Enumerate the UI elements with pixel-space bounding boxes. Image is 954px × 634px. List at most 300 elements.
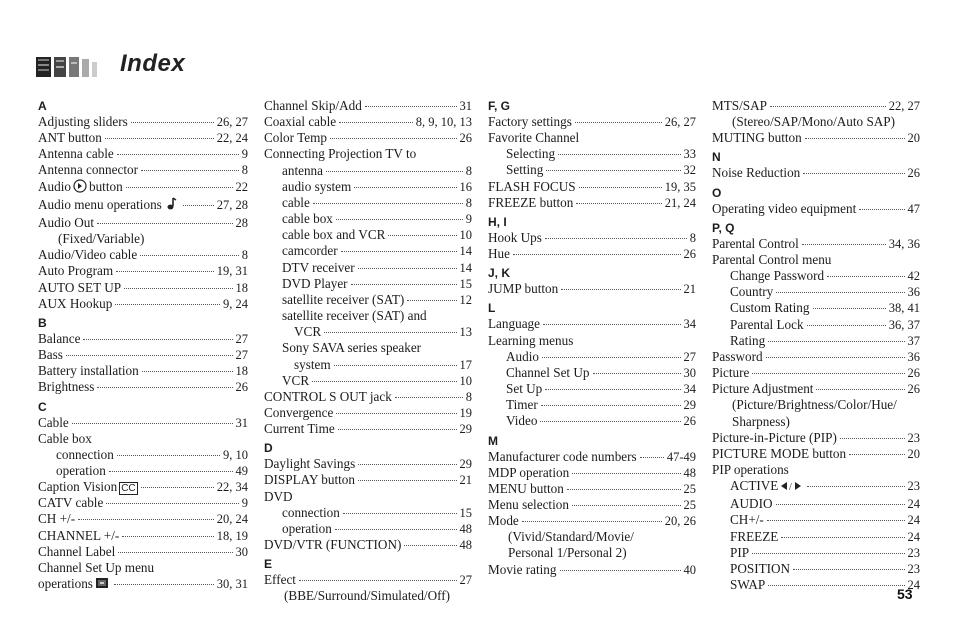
dot-leader bbox=[126, 187, 233, 188]
entry-term-text: Balance bbox=[38, 330, 81, 346]
dot-leader bbox=[324, 332, 456, 333]
entry-term bbox=[488, 130, 579, 146]
entry-term bbox=[38, 528, 119, 544]
entry-term-text: Audio bbox=[506, 348, 539, 364]
dot-leader bbox=[66, 355, 233, 356]
entry-term bbox=[730, 577, 765, 593]
entry-term-text: Password bbox=[712, 348, 763, 364]
dot-leader bbox=[567, 489, 681, 490]
index-entry bbox=[712, 365, 920, 381]
dot-leader bbox=[593, 373, 681, 374]
dot-leader bbox=[545, 389, 680, 390]
index-entry bbox=[38, 431, 248, 447]
entry-term-text: cable bbox=[282, 194, 310, 210]
entry-term bbox=[38, 560, 154, 576]
entry-term bbox=[730, 545, 749, 561]
index-subentry bbox=[488, 146, 696, 162]
entry-term bbox=[506, 397, 538, 413]
page-reference: 26 bbox=[459, 131, 472, 146]
entry-term bbox=[282, 373, 309, 389]
index-entry bbox=[488, 513, 696, 529]
index-entry bbox=[712, 201, 920, 217]
entry-term bbox=[712, 236, 799, 252]
dot-leader bbox=[404, 545, 456, 546]
index-subentry bbox=[488, 381, 696, 397]
dot-leader bbox=[338, 429, 457, 430]
entry-term bbox=[282, 505, 340, 521]
page-reference: 18 bbox=[235, 280, 248, 295]
entry-term-text: Effect bbox=[264, 572, 296, 588]
dot-leader bbox=[558, 154, 680, 155]
entry-term bbox=[732, 414, 790, 430]
index-subentry bbox=[712, 300, 920, 316]
entry-term bbox=[264, 114, 336, 130]
entry-term-text: DTV receiver bbox=[282, 259, 355, 275]
dot-leader bbox=[543, 324, 681, 325]
entry-term-text: AUX Hookup bbox=[38, 295, 113, 311]
entry-term bbox=[56, 447, 114, 463]
page-reference: 36, 37 bbox=[888, 317, 920, 332]
dot-leader bbox=[330, 138, 457, 139]
audio-button-icon bbox=[73, 179, 87, 197]
page-reference: 30 bbox=[235, 544, 248, 559]
entry-term-text: VCR bbox=[294, 324, 322, 340]
dot-leader bbox=[767, 520, 905, 521]
index-entry bbox=[38, 347, 248, 363]
entry-term bbox=[732, 397, 897, 413]
dot-leader bbox=[859, 209, 904, 210]
entry-term-text: Menu selection bbox=[488, 496, 569, 512]
dot-leader bbox=[142, 371, 233, 372]
entry-term-text: cable box and VCR bbox=[282, 227, 386, 243]
entry-term bbox=[282, 243, 338, 259]
entry-term bbox=[712, 430, 837, 446]
dot-leader bbox=[341, 251, 457, 252]
dot-leader bbox=[109, 471, 233, 472]
dot-leader bbox=[351, 284, 457, 285]
section-letter bbox=[488, 265, 696, 281]
entry-term-text: PICTURE MODE button bbox=[712, 445, 847, 461]
entry-term bbox=[712, 381, 813, 397]
index-entry bbox=[38, 363, 248, 379]
section-letter-text: O bbox=[712, 185, 722, 200]
index-subentry bbox=[712, 561, 920, 577]
entry-term bbox=[264, 130, 327, 146]
index-entry bbox=[712, 236, 920, 252]
entry-term-text: JUMP button bbox=[488, 281, 559, 297]
entry-term-text: Auto Program bbox=[38, 263, 114, 279]
entry-term-text: Cable bbox=[38, 414, 69, 430]
page-reference: 13 bbox=[459, 325, 472, 340]
entry-term-text: antenna bbox=[282, 162, 324, 178]
page-reference: 33 bbox=[683, 147, 696, 162]
page-reference: 16 bbox=[459, 179, 472, 194]
entry-term bbox=[488, 281, 558, 297]
page-reference: 10 bbox=[459, 373, 472, 388]
index-subentry bbox=[264, 276, 472, 292]
index-entry bbox=[38, 379, 248, 395]
entry-term bbox=[488, 230, 542, 246]
entry-term-text: Antenna cable bbox=[38, 146, 114, 162]
index-entry bbox=[488, 195, 696, 211]
index-subentry bbox=[264, 357, 472, 373]
entry-term-text: connection bbox=[56, 446, 114, 462]
index-entry bbox=[488, 529, 696, 545]
entry-term bbox=[264, 472, 355, 488]
entry-term bbox=[488, 449, 637, 465]
page-reference: 22, 27 bbox=[888, 99, 920, 113]
index-entry bbox=[264, 456, 472, 472]
section-letter-text: N bbox=[712, 150, 721, 165]
dot-leader bbox=[827, 276, 904, 277]
entry-term-text: FREEZE bbox=[730, 528, 779, 544]
dot-leader bbox=[640, 457, 664, 458]
dot-leader bbox=[572, 473, 680, 474]
page-reference: 34, 36 bbox=[888, 236, 920, 251]
entry-term-text: Sharpness) bbox=[732, 413, 790, 429]
page-reference: 30, 31 bbox=[216, 577, 248, 592]
index-entry bbox=[488, 230, 696, 246]
section-letter-text: P, Q bbox=[712, 220, 735, 235]
index-entry bbox=[264, 130, 472, 146]
page-reference: 27 bbox=[683, 349, 696, 364]
dot-leader bbox=[117, 455, 220, 456]
section-letter bbox=[488, 214, 696, 230]
index-entry bbox=[488, 333, 696, 349]
page-title: Index bbox=[120, 50, 186, 77]
entry-term-text: Country bbox=[730, 284, 774, 300]
page-reference: 34 bbox=[683, 317, 696, 332]
dot-leader bbox=[807, 325, 886, 326]
index-subentry bbox=[264, 308, 472, 324]
page-reference: 26 bbox=[907, 166, 920, 181]
index-subentry bbox=[264, 324, 472, 340]
entry-term-text: VCR bbox=[282, 372, 310, 388]
entry-term bbox=[56, 463, 106, 479]
entry-term-text: FLASH FOCUS bbox=[488, 178, 576, 194]
dot-leader bbox=[766, 357, 905, 358]
page-reference: 19 bbox=[459, 405, 472, 420]
index-entry bbox=[264, 588, 472, 604]
entry-term-text: audio system bbox=[282, 178, 352, 194]
entry-term-text: (Vivid/Standard/Movie/ bbox=[508, 529, 634, 545]
section-letter bbox=[38, 315, 248, 331]
entry-term-text: Factory settings bbox=[488, 114, 572, 129]
entry-term bbox=[712, 201, 856, 217]
entry-term bbox=[282, 260, 355, 276]
entry-term bbox=[38, 544, 115, 560]
dot-leader bbox=[541, 405, 681, 406]
page-reference: 17 bbox=[459, 357, 472, 372]
entry-term bbox=[282, 308, 427, 324]
index-entry bbox=[712, 430, 920, 446]
entry-term-text: Set Up bbox=[506, 381, 543, 397]
dot-leader bbox=[768, 341, 904, 342]
index-entry bbox=[488, 246, 696, 262]
index-subentry bbox=[264, 292, 472, 308]
entry-term bbox=[282, 195, 310, 211]
dot-leader bbox=[118, 552, 232, 553]
entry-term bbox=[488, 114, 572, 130]
entry-term-text: Battery installation bbox=[38, 363, 139, 379]
page-reference: 26 bbox=[683, 247, 696, 262]
index-entry bbox=[488, 465, 696, 481]
page-reference: 20, 24 bbox=[216, 512, 248, 527]
dot-leader bbox=[545, 238, 687, 239]
entry-term-text: Manufacturer code numbers bbox=[488, 448, 637, 464]
index-entry bbox=[264, 421, 472, 437]
page-reference: 27 bbox=[235, 348, 248, 363]
page-reference: 26 bbox=[235, 380, 248, 395]
index-entry bbox=[38, 146, 248, 162]
entry-term bbox=[38, 331, 80, 347]
index-subentry bbox=[712, 577, 920, 593]
entry-term-text: camcorder bbox=[282, 243, 338, 259]
index-subentry bbox=[712, 496, 920, 512]
entry-term bbox=[730, 284, 773, 300]
index-entry bbox=[38, 331, 248, 347]
entry-term-text: Custom Rating bbox=[730, 300, 810, 316]
entry-term-text: Parental Lock bbox=[730, 316, 804, 332]
page-reference: 48 bbox=[683, 465, 696, 480]
section-letter bbox=[712, 220, 920, 236]
entry-term bbox=[506, 349, 539, 365]
entry-term bbox=[38, 415, 69, 431]
dot-leader bbox=[770, 106, 886, 107]
entry-term bbox=[712, 365, 749, 381]
page-reference: 20, 26 bbox=[664, 514, 696, 529]
page-reference: 9 bbox=[465, 212, 472, 227]
entry-term-text: Connecting Projection TV to bbox=[264, 146, 417, 162]
index-entry bbox=[38, 415, 248, 431]
index-entry bbox=[712, 381, 920, 397]
index-entry bbox=[712, 349, 920, 365]
page-reference: 25 bbox=[683, 481, 696, 496]
page-reference: 26, 27 bbox=[664, 115, 696, 129]
entry-term bbox=[730, 333, 765, 349]
page-reference: 9, 10 bbox=[223, 447, 248, 462]
entry-term bbox=[488, 465, 569, 481]
entry-term-text: AUTO SET UP bbox=[38, 279, 122, 295]
index-entry bbox=[38, 114, 248, 130]
section-letter-text: J, K bbox=[488, 266, 511, 281]
entry-term bbox=[488, 246, 510, 262]
page-reference: 36 bbox=[907, 349, 920, 364]
index-column-1 bbox=[38, 98, 248, 594]
index-entry bbox=[38, 479, 248, 495]
dot-leader bbox=[116, 271, 214, 272]
index-subentry bbox=[712, 333, 920, 349]
entry-term-text: satellite receiver (SAT) and bbox=[282, 308, 427, 324]
entry-term-text: operation bbox=[56, 462, 106, 478]
page-reference: 48 bbox=[459, 521, 472, 536]
page-reference: 9, 24 bbox=[223, 296, 248, 311]
dot-leader bbox=[768, 585, 904, 586]
page-reference: 30 bbox=[683, 365, 696, 380]
entry-term-text: Selecting bbox=[506, 146, 556, 162]
svg-text:/: / bbox=[789, 482, 793, 493]
entry-term bbox=[264, 389, 392, 405]
page-reference: 37 bbox=[907, 333, 920, 348]
dot-leader bbox=[513, 254, 681, 255]
dot-leader bbox=[576, 203, 661, 204]
entry-term-text: Audio menu operations bbox=[38, 196, 162, 212]
dot-leader bbox=[803, 173, 904, 174]
entry-term-text: ANT button bbox=[38, 130, 102, 146]
entry-term bbox=[38, 431, 92, 447]
section-letter bbox=[38, 399, 248, 415]
entry-term-text: DVD bbox=[264, 488, 293, 504]
entry-term bbox=[264, 405, 333, 421]
entry-term-text: Picture bbox=[712, 365, 750, 381]
dot-leader bbox=[183, 205, 214, 206]
section-letter-text: B bbox=[38, 315, 47, 330]
index-entry bbox=[38, 280, 248, 296]
section-letter-text: L bbox=[488, 301, 496, 316]
entry-term bbox=[488, 333, 573, 349]
index-entry bbox=[264, 472, 472, 488]
section-letter bbox=[264, 556, 472, 572]
entry-term bbox=[38, 347, 63, 363]
entry-term bbox=[730, 496, 773, 512]
index-subentry bbox=[712, 284, 920, 300]
index-subentry bbox=[264, 227, 472, 243]
page-reference: 34 bbox=[683, 382, 696, 397]
entry-term-text: Channel Label bbox=[38, 543, 116, 559]
page-reference: 26 bbox=[907, 382, 920, 397]
index-subentry bbox=[712, 317, 920, 333]
dot-leader bbox=[78, 519, 214, 520]
dot-leader bbox=[776, 504, 905, 505]
entry-term-text: MTS/SAP bbox=[712, 98, 767, 113]
index-entry bbox=[264, 537, 472, 553]
entry-term-text: connection bbox=[282, 504, 340, 520]
entry-term bbox=[38, 280, 121, 296]
entry-term bbox=[38, 215, 94, 231]
page-reference: 24 bbox=[907, 529, 920, 544]
entry-term-text: Video bbox=[506, 413, 538, 429]
index-subentry bbox=[712, 268, 920, 284]
page-reference: 24 bbox=[907, 513, 920, 528]
page-reference: 12 bbox=[459, 292, 472, 307]
entry-term-text: Channel Set Up menu bbox=[38, 559, 155, 575]
page-reference: 20 bbox=[907, 446, 920, 461]
dot-leader bbox=[813, 308, 886, 309]
dot-leader bbox=[334, 365, 457, 366]
index-entry bbox=[488, 179, 696, 195]
channel-menu-icon bbox=[95, 576, 109, 594]
entry-term-text: Noise Reduction bbox=[712, 165, 801, 181]
entry-term bbox=[38, 130, 102, 146]
entry-term bbox=[38, 479, 138, 495]
page-reference: 24 bbox=[907, 578, 920, 593]
entry-term-text: Personal 1/Personal 2) bbox=[508, 545, 627, 561]
dot-leader bbox=[752, 373, 904, 374]
dot-leader bbox=[336, 219, 463, 220]
page-reference: 21 bbox=[459, 473, 472, 488]
entry-term-text: operations bbox=[38, 576, 93, 592]
index-entry bbox=[488, 114, 696, 130]
section-letter-text: F, G bbox=[488, 99, 511, 113]
index-entry bbox=[712, 397, 920, 413]
entry-term-text: CATV cable bbox=[38, 495, 104, 511]
dot-leader bbox=[388, 235, 456, 236]
page-reference: 29 bbox=[459, 457, 472, 472]
dot-leader bbox=[579, 187, 662, 188]
dot-leader bbox=[115, 304, 220, 305]
entry-term bbox=[732, 114, 895, 130]
dot-leader bbox=[335, 529, 457, 530]
index-logo-blocks-icon bbox=[36, 56, 102, 78]
entry-term bbox=[506, 381, 542, 397]
page-reference: 27 bbox=[235, 331, 248, 346]
entry-term-text: ACTIVE bbox=[730, 478, 779, 494]
page-reference: 47 bbox=[907, 201, 920, 216]
entry-term-text: Favorite Channel bbox=[488, 130, 580, 146]
page-reference: 14 bbox=[459, 244, 472, 259]
entry-term-text: Mode bbox=[488, 513, 519, 529]
entry-term bbox=[38, 363, 139, 379]
dot-leader bbox=[807, 486, 904, 487]
index-entry bbox=[488, 481, 696, 497]
index-entry bbox=[488, 130, 696, 146]
dot-leader bbox=[561, 289, 680, 290]
index-column-4 bbox=[712, 98, 920, 593]
entry-term-text: (Fixed/Variable) bbox=[58, 231, 145, 247]
index-entry bbox=[264, 389, 472, 405]
entry-term-text: Picture-in-Picture (PIP) bbox=[712, 429, 837, 445]
page-reference: 8 bbox=[241, 248, 248, 263]
dot-leader bbox=[131, 122, 214, 123]
entry-term-text: Audio/Video cable bbox=[38, 247, 138, 263]
page-reference: 32 bbox=[683, 163, 696, 178]
dot-leader bbox=[752, 553, 904, 554]
entry-term-text: (Stereo/SAP/Mono/Auto SAP) bbox=[732, 114, 896, 130]
index-entry bbox=[488, 316, 696, 332]
entry-term-text: Convergence bbox=[264, 404, 334, 420]
entry-term bbox=[38, 576, 111, 594]
entry-term bbox=[264, 146, 416, 162]
page-reference: 15 bbox=[459, 276, 472, 291]
index-subentry bbox=[712, 545, 920, 561]
entry-term bbox=[38, 379, 94, 395]
entry-term-text: MDP operation bbox=[488, 464, 570, 480]
entry-term bbox=[506, 162, 543, 178]
entry-term bbox=[38, 511, 75, 527]
index-subentry bbox=[264, 195, 472, 211]
index-entry bbox=[264, 146, 472, 162]
entry-term-text: CHANNEL +/- bbox=[38, 527, 120, 543]
index-subentry bbox=[712, 512, 920, 528]
entry-term bbox=[282, 179, 351, 195]
entry-term bbox=[730, 268, 824, 284]
dot-leader bbox=[805, 138, 905, 139]
index-subentry bbox=[488, 349, 696, 365]
entry-term-text: Operating video equipment bbox=[712, 200, 857, 216]
dot-leader bbox=[407, 300, 456, 301]
entry-term bbox=[730, 478, 804, 496]
index-entry bbox=[38, 197, 248, 215]
page-reference: 25 bbox=[683, 497, 696, 512]
index-entry bbox=[38, 231, 248, 247]
page-reference: 27, 28 bbox=[216, 197, 248, 212]
entry-term-suffix: button bbox=[88, 178, 123, 194]
index-entry bbox=[264, 489, 472, 505]
dot-leader bbox=[840, 438, 905, 439]
dot-leader bbox=[781, 537, 904, 538]
index-entry bbox=[38, 215, 248, 231]
index-entry bbox=[38, 179, 248, 197]
